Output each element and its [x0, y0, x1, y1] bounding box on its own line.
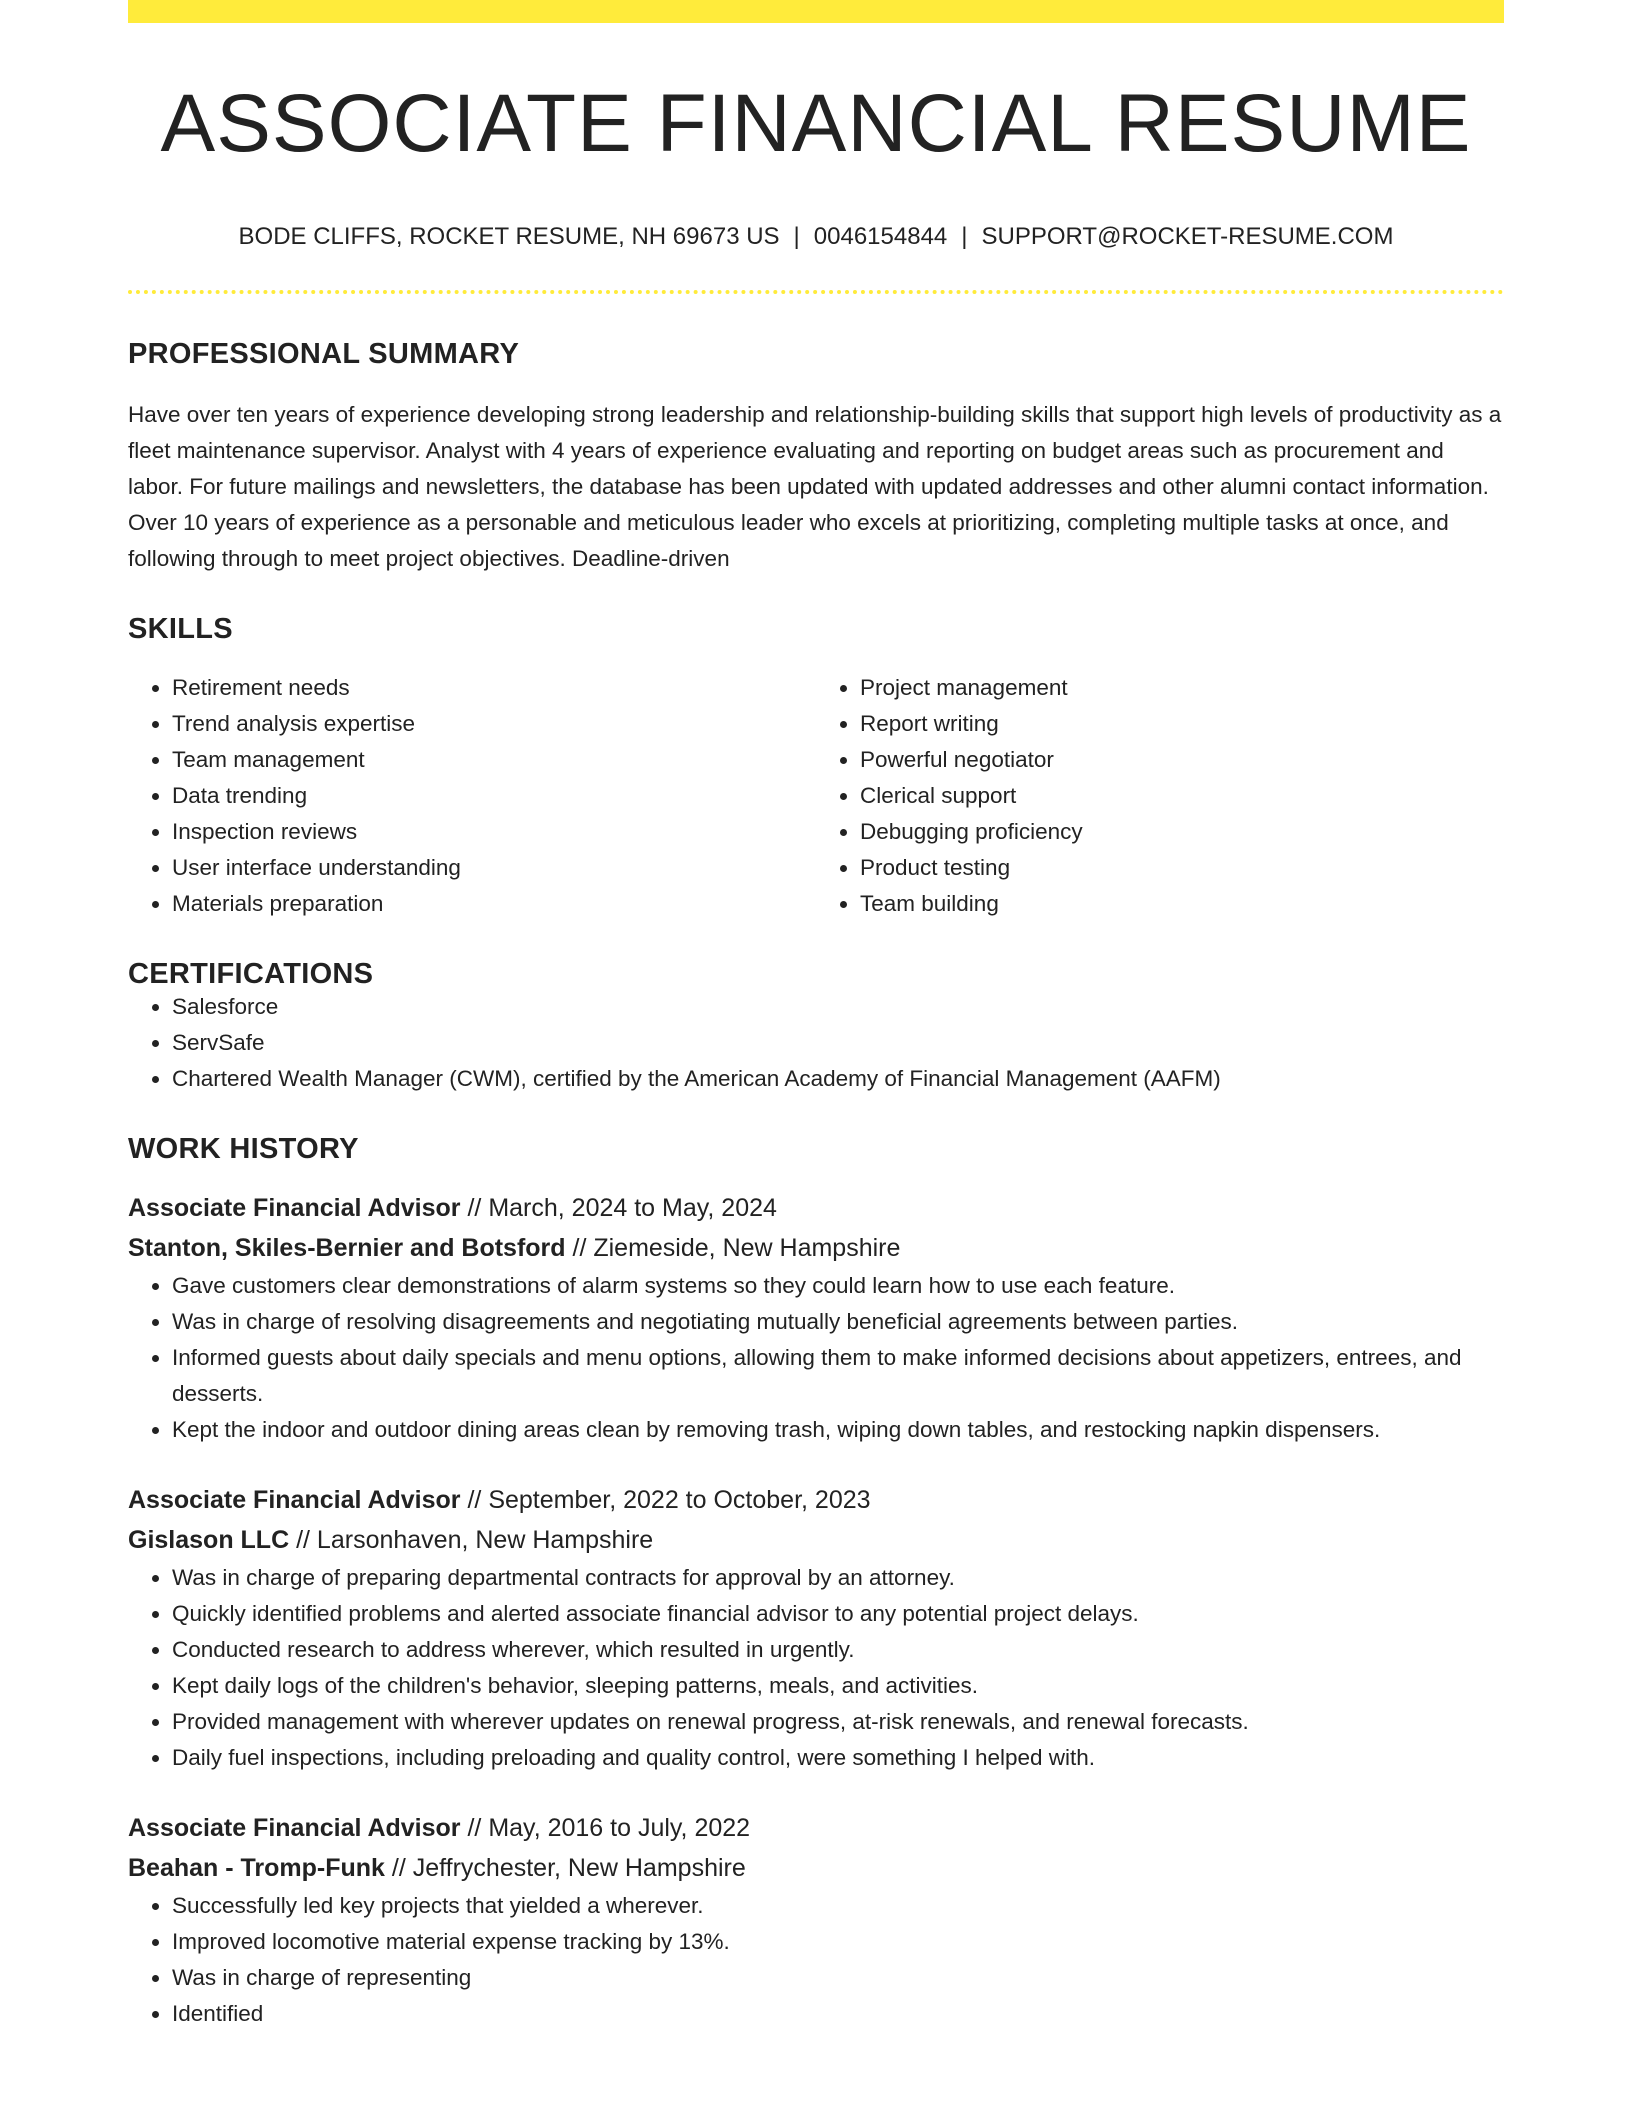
- certifications-heading: CERTIFICATIONS: [128, 957, 374, 990]
- summary-heading: PROFESSIONAL SUMMARY: [128, 337, 520, 370]
- certification-item: • Chartered Wealth Manager (CWM), certified by the American Academy of Financial Management (AAFM): [172, 1061, 1504, 1097]
- summary-text: Have over ten years of experience developing strong leadership and relationship-building skills that support high levels of productivity as a fleet maintenance supervisor. Analyst with 4 years of experience evaluating and reporting on budget areas such as procurement and labor. For future mailings and newsletters, the database has been updated with updated addresses and other alumni contact information. Over 10 years of experience as a personable and meticulous leader who excels at prioritizing, completing multiple tasks at once, and following through to meet project objectives. Deadline-driven: [128, 401, 1502, 571]
- skill-item: • Inspection reviews: [172, 814, 816, 850]
- dotted-divider: [128, 290, 1504, 294]
- skill-item: • Powerful negotiator: [860, 742, 1504, 778]
- skill-item: • Data trending: [172, 778, 816, 814]
- job-bullet: • Successfully led key projects that yielded a wherever.: [172, 1888, 1504, 1924]
- skill-item: • Clerical support: [860, 778, 1504, 814]
- job-entry: [128, 1808, 1504, 2032]
- contact-address: BODE CLIFFS, ROCKET RESUME, NH 69673 US: [238, 223, 780, 250]
- job-bullet: • Daily fuel inspections, including preloading and quality control, were something I helped with.: [172, 1740, 1504, 1776]
- certifications-list: [128, 989, 1504, 1097]
- contact-line: [128, 223, 1504, 252]
- job-bullet: • Kept the indoor and outdoor dining areas clean by removing trash, wiping down tables, and restocking napkin dispensers.: [172, 1412, 1504, 1448]
- skill-item: • User interface understanding: [172, 850, 816, 886]
- job-company-line: [128, 1848, 1504, 1888]
- accent-top-bar: [128, 0, 1504, 23]
- job-company-line: [128, 1520, 1504, 1560]
- job-title: Associate Financial Advisor: [128, 1813, 461, 1842]
- skills-column-right: [816, 670, 1504, 922]
- job-bullet: • Gave customers clear demonstrations of alarm systems so they could learn how to use each feature.: [172, 1268, 1504, 1304]
- job-title-line: [128, 1808, 1504, 1848]
- work-history-heading: WORK HISTORY: [128, 1132, 359, 1165]
- job-entry: [128, 1480, 1504, 1776]
- job-bullet: • Informed guests about daily specials and menu options, allowing them to make informed decisions about appetizers, entrees, and desserts.: [172, 1340, 1504, 1412]
- job-company: Stanton, Skiles-Bernier and Botsford: [128, 1233, 566, 1262]
- job-dates: // September, 2022 to October, 2023: [467, 1485, 871, 1514]
- job-bullets: [128, 1560, 1504, 1776]
- skill-item: • Team management: [172, 742, 816, 778]
- job-dates: // May, 2016 to July, 2022: [467, 1813, 751, 1842]
- skill-item: • Report writing: [860, 706, 1504, 742]
- job-bullet: • Provided management with wherever updates on renewal progress, at-risk renewals, and renewal forecasts.: [172, 1704, 1504, 1740]
- job-bullet: • Identified: [172, 1996, 1504, 2032]
- skill-item: • Materials preparation: [172, 886, 816, 922]
- certification-item: • ServSafe: [172, 1025, 1504, 1061]
- job-title: Associate Financial Advisor: [128, 1193, 461, 1222]
- skill-item: • Debugging proficiency: [860, 814, 1504, 850]
- skill-item: • Retirement needs: [172, 670, 816, 706]
- contact-separator: |: [793, 223, 800, 250]
- skills-list-left: [128, 670, 816, 922]
- job-location: // Ziemeside, New Hampshire: [572, 1233, 901, 1262]
- skills-column-left: [128, 670, 816, 922]
- skill-item: • Product testing: [860, 850, 1504, 886]
- skills-list-right: [816, 670, 1504, 922]
- job-bullet: • Improved locomotive material expense tracking by 13%.: [172, 1924, 1504, 1960]
- certification-item: • Salesforce: [172, 989, 1504, 1025]
- job-title: Associate Financial Advisor: [128, 1485, 461, 1514]
- job-company: Gislason LLC: [128, 1525, 290, 1554]
- job-entry: [128, 1188, 1504, 1448]
- job-location: // Jeffrychester, New Hampshire: [391, 1853, 746, 1882]
- job-bullets: [128, 1268, 1504, 1448]
- contact-phone: 0046154844: [813, 223, 948, 250]
- job-dates: // March, 2024 to May, 2024: [467, 1193, 777, 1222]
- skill-item: • Team building: [860, 886, 1504, 922]
- skill-item: • Project management: [860, 670, 1504, 706]
- job-location: // Larsonhaven, New Hampshire: [296, 1525, 654, 1554]
- skills-heading: SKILLS: [128, 612, 233, 645]
- job-company: Beahan - Tromp-Funk: [128, 1853, 385, 1882]
- job-bullet: • Kept daily logs of the children's behavior, sleeping patterns, meals, and activities.: [172, 1668, 1504, 1704]
- resume-title: ASSOCIATE FINANCIAL RESUME: [160, 78, 1472, 169]
- job-title-line: [128, 1188, 1504, 1228]
- job-bullet: • Quickly identified problems and alerted associate financial advisor to any potential project delays.: [172, 1596, 1504, 1632]
- contact-email[interactable]: SUPPORT@ROCKET-RESUME.COM: [981, 223, 1394, 250]
- skills-grid: [128, 670, 1504, 922]
- job-company-line: [128, 1228, 1504, 1268]
- job-bullet: • Was in charge of resolving disagreements and negotiating mutually beneficial agreements between parties.: [172, 1304, 1504, 1340]
- job-bullets: [128, 1888, 1504, 2032]
- job-title-line: [128, 1480, 1504, 1520]
- job-bullet: • Was in charge of preparing departmental contracts for approval by an attorney.: [172, 1560, 1504, 1596]
- job-bullet: • Conducted research to address wherever, which resulted in urgently.: [172, 1632, 1504, 1668]
- skill-item: • Trend analysis expertise: [172, 706, 816, 742]
- job-bullet: • Was in charge of representing: [172, 1960, 1504, 1996]
- contact-separator: |: [961, 223, 968, 250]
